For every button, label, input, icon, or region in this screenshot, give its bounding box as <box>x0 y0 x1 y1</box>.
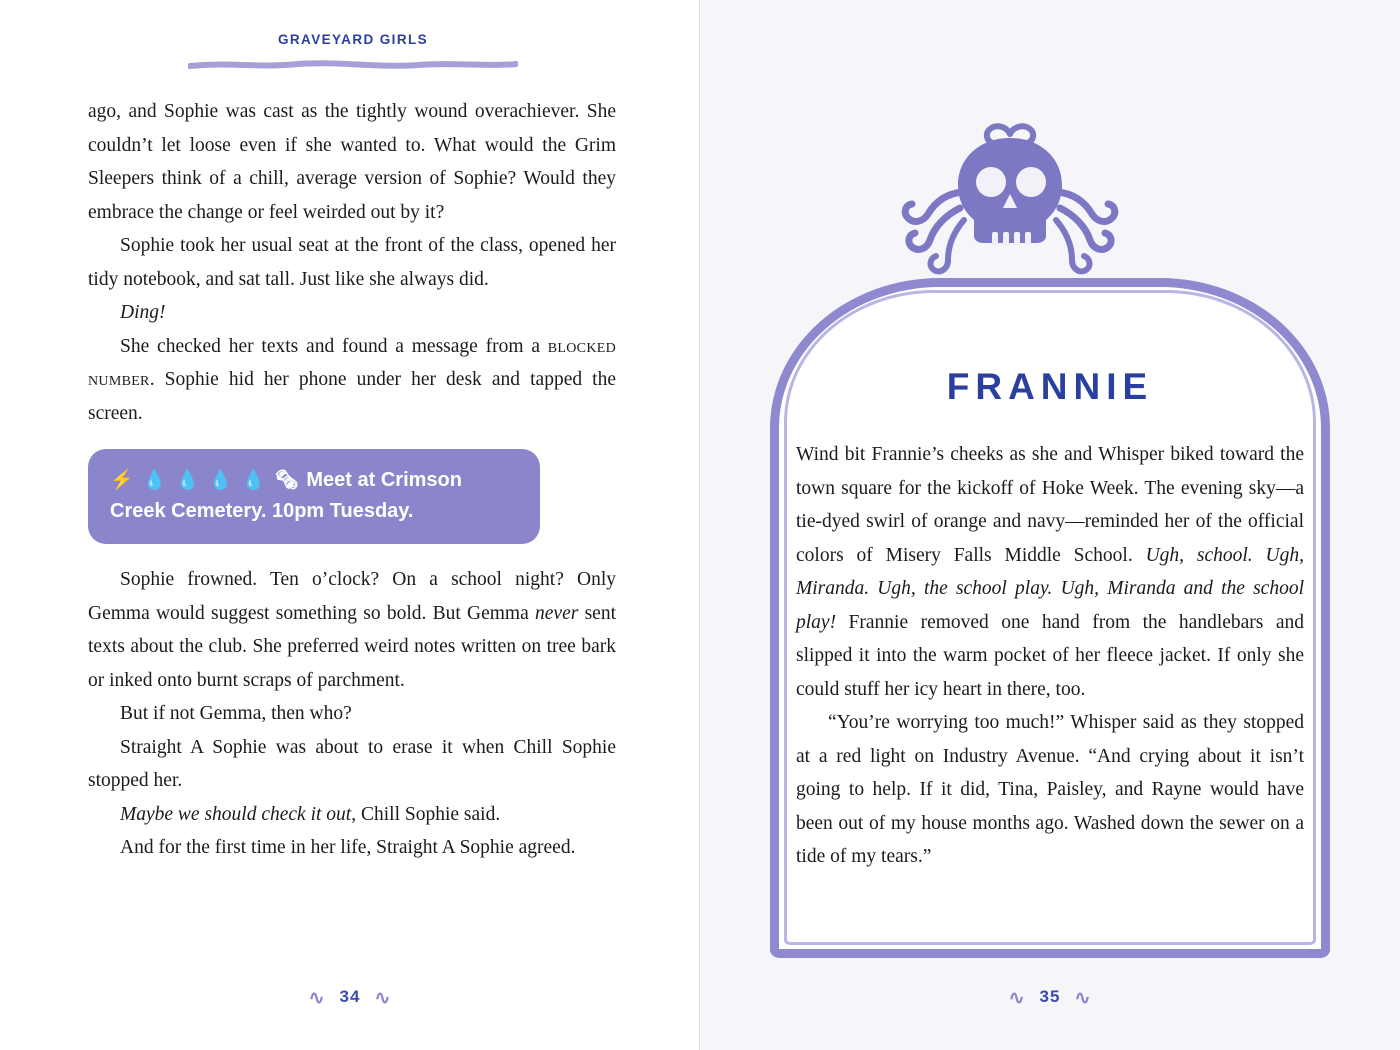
folio-number: 34 <box>339 987 361 1006</box>
text-run: . Sophie hid her phone under her desk and tapped the screen. <box>88 369 616 424</box>
paragraph: ago, and Sophie was cast as the tightly wound overachiever. She couldn’t let loose even if she wanted to. What would the Grim Sleepers think of a chill, average version of Sophie? Would they embrace the change or feel weirded out by it? <box>88 101 616 223</box>
header-rule-ornament <box>188 60 518 70</box>
message-text: Meet at Crimson Creek Cemetery. 10pm Tuesday. <box>110 469 462 522</box>
paragraph <box>796 438 1304 706</box>
text-run: sent texts about the club. She preferred weird notes written on tree bark or inked onto burnt scraps of parchment. <box>88 602 616 691</box>
folio-ornament-left-icon: ∿ <box>1008 988 1026 1009</box>
paragraph: Straight A Sophie was about to erase it when Chill Sophie stopped her. <box>88 736 616 791</box>
chapter-arch-frame <box>770 278 1330 958</box>
text-run-italic: never <box>535 602 579 624</box>
paragraph: But if not Gemma, then who? <box>120 703 352 724</box>
paragraph-message-intro <box>88 330 616 431</box>
running-head: GRAVEYARD GIRLS <box>278 32 429 47</box>
text-run: She checked her texts and found a message from a <box>120 335 548 357</box>
paragraph-ding: Ding! <box>120 302 166 323</box>
paragraph-sophie-frowned <box>88 563 616 697</box>
chapter-title: FRANNIE <box>946 366 1154 407</box>
folio-ornament-right-icon: ∿ <box>1074 988 1092 1009</box>
folio-ornament-right-icon: ∿ <box>374 988 392 1009</box>
text-message-bubble <box>88 449 540 544</box>
folio-ornament-left-icon: ∿ <box>308 988 326 1009</box>
page-folio-left <box>0 987 700 1010</box>
right-page-body <box>796 438 1304 874</box>
skull-tentacles-icon <box>860 120 1160 295</box>
page-folio-right <box>700 987 1400 1010</box>
paragraph: Sophie took her usual seat at the front of the class, opened her tidy notebook, and sat tall. Just like she always did. <box>88 235 616 290</box>
folio-number: 35 <box>1039 987 1061 1006</box>
paragraph: And for the first time in her life, Straight A Sophie agreed. <box>120 837 576 858</box>
text-run: Sophie frowned. Ten o’clock? On a school night? Only Gemma would suggest something so bold. But Gemma <box>88 569 616 624</box>
text-run-italic: Maybe we should check it out, <box>120 803 357 825</box>
right-page <box>700 0 1400 1050</box>
text-run: Frannie removed one hand from the handlebars and slipped it into the warm pocket of her fleece jacket. If only she could stuff her icy heart in there, too. <box>796 611 1304 700</box>
left-page-body <box>88 95 616 865</box>
paragraph-maybe <box>88 798 616 832</box>
text-run-italic: Ugh, school. Ugh, Miranda. Ugh, the school play. Ugh, Miranda and the school play! <box>796 544 1304 633</box>
blocked-number-smallcaps: blocked number <box>88 334 616 390</box>
text-run: Wind bit Frannie’s cheeks as she and Whisper biked toward the town square for the kickoff of Hoke Week. The evening sky—a tie-dyed swirl of orange and navy—reminded her of the official colors of Misery Falls Middle School. <box>796 444 1304 566</box>
paragraph: “You’re worrying too much!” Whisper said as they stopped at a red light on Industry Avenue. “And crying about it isn’t going to help. If it did, Tina, Paisley, and Rayne would have been out of my house months ago. Washed down the sewer on a tide of my tears.” <box>796 712 1304 867</box>
text-run: Chill Sophie said. <box>356 803 501 825</box>
message-emoji-run: ⚡ 💧 💧 💧 💧 🗞 <box>110 470 301 491</box>
